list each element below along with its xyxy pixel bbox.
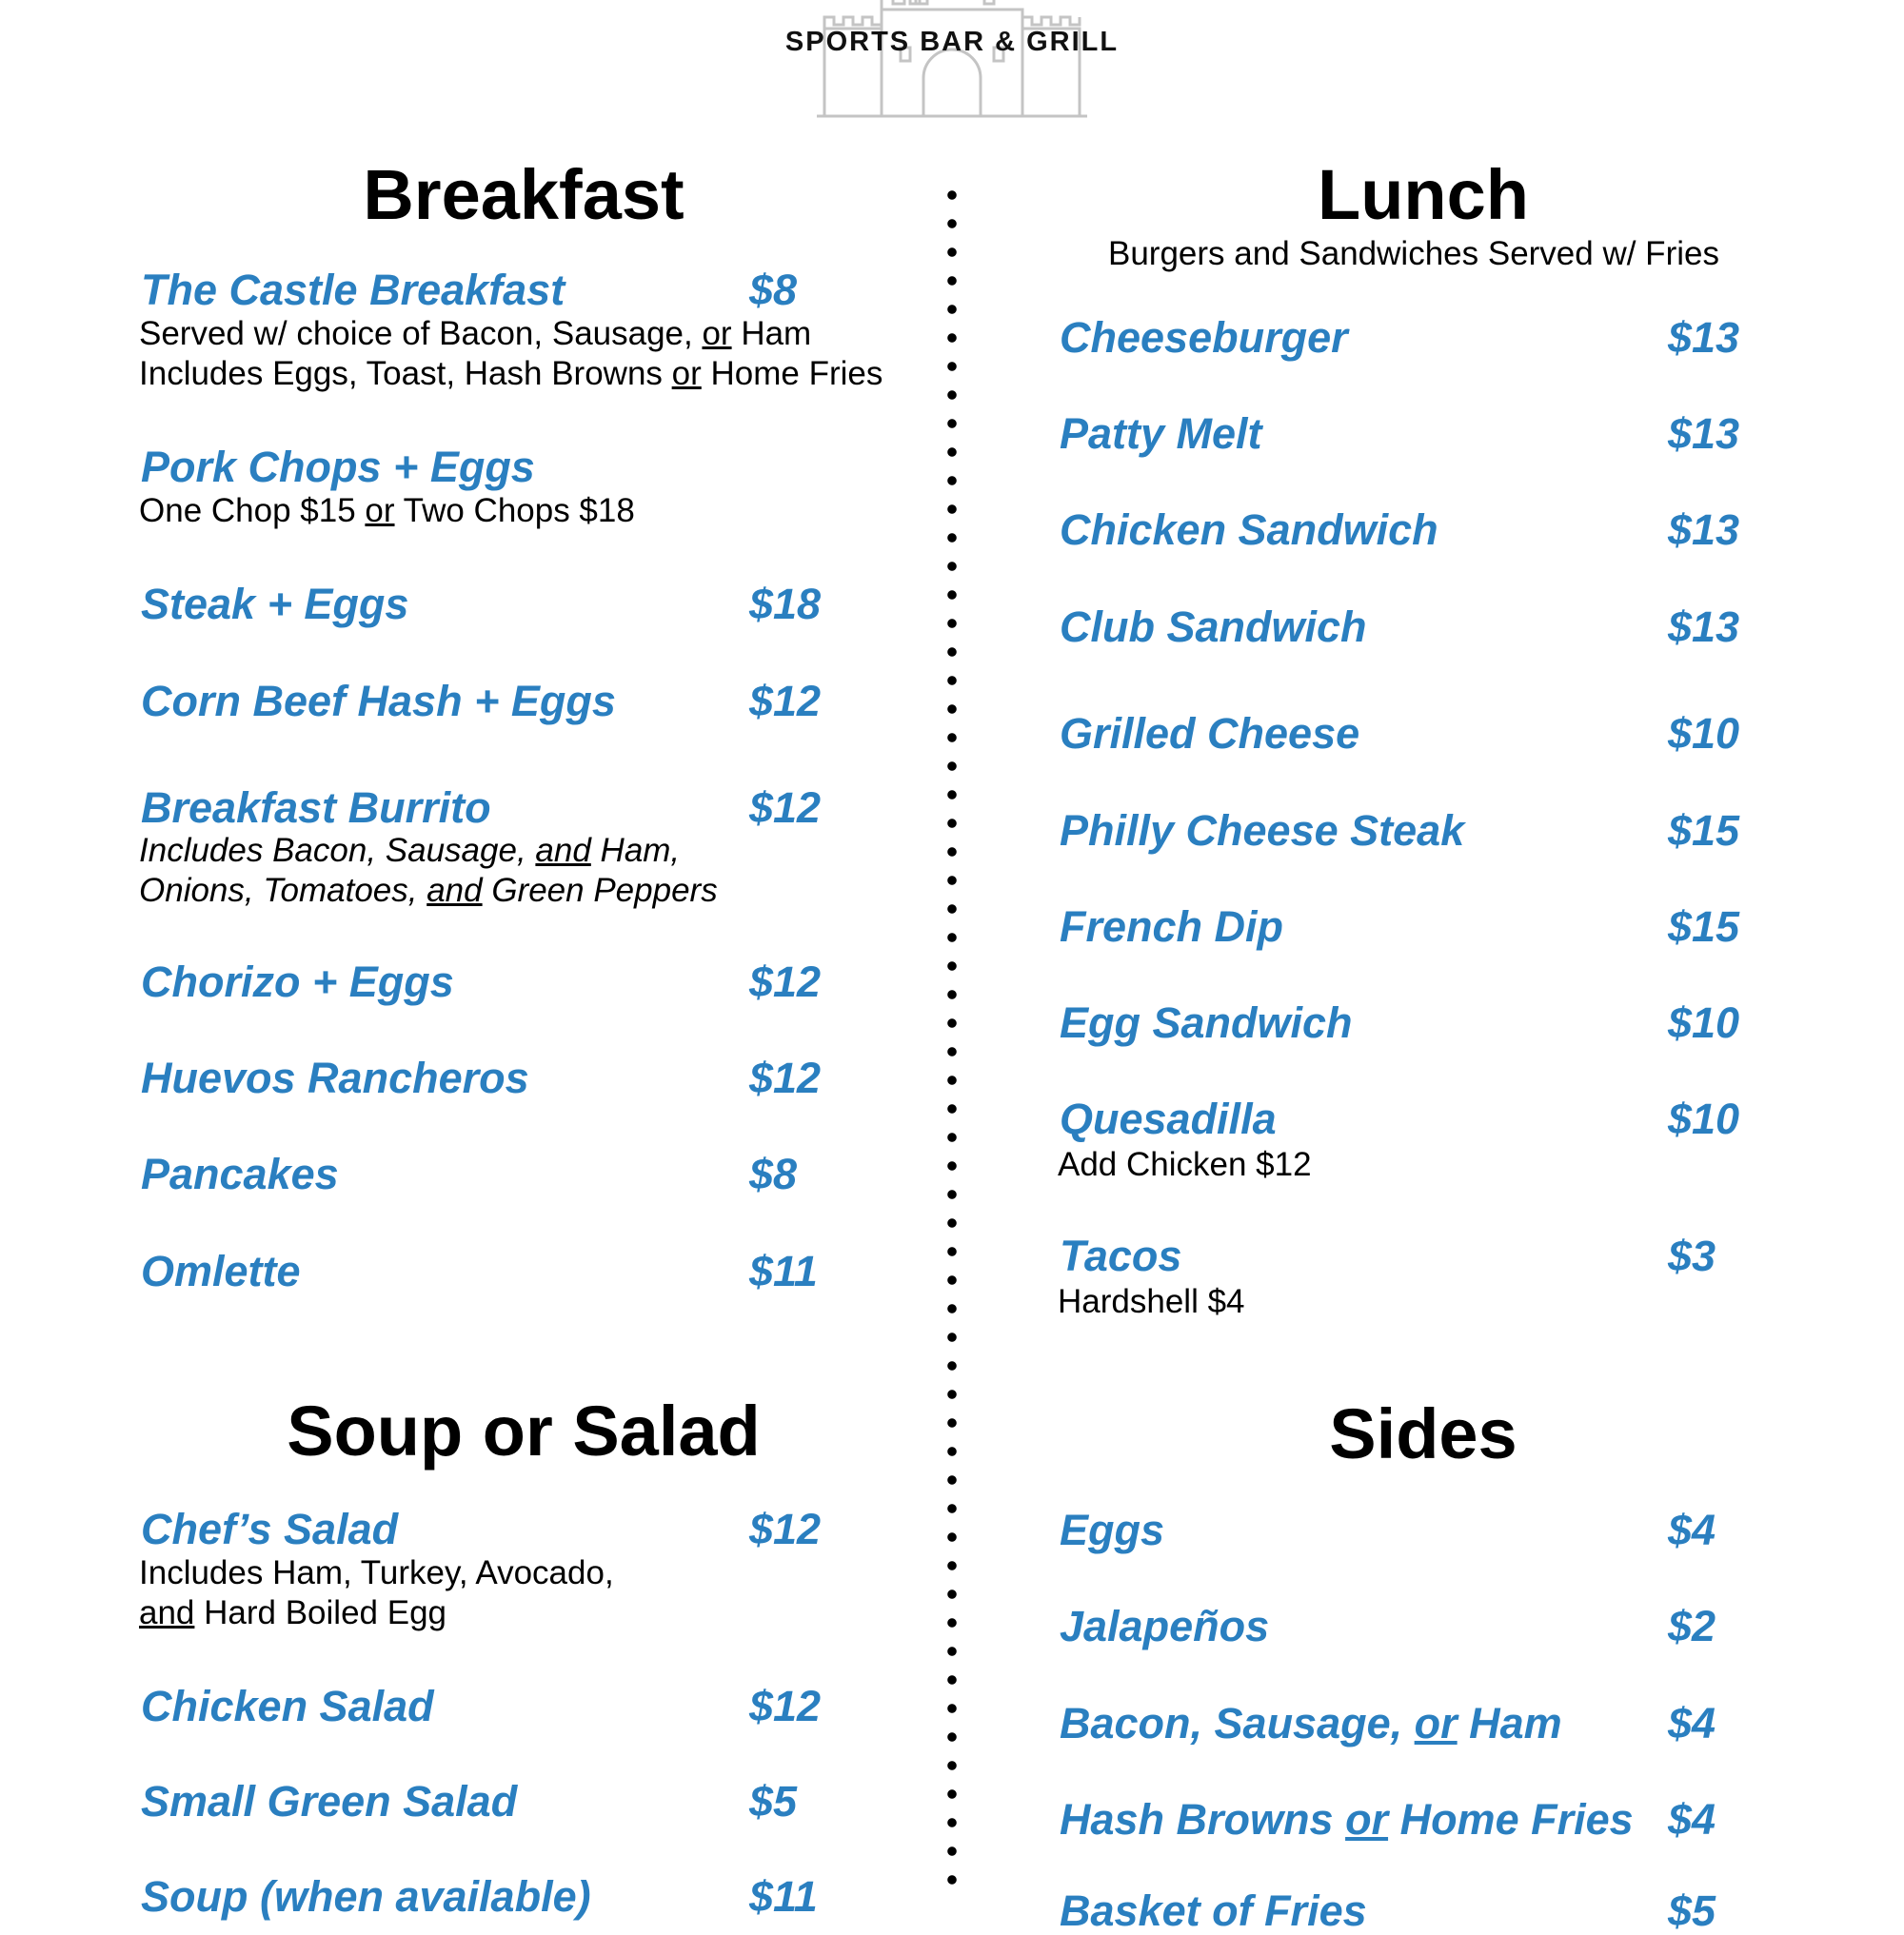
column-divider bbox=[946, 181, 958, 1904]
menu-item-price: $8 bbox=[749, 266, 798, 314]
menu-item-name: Corn Beef Hash + Eggs bbox=[141, 677, 616, 725]
menu-item-name: Cheeseburger bbox=[1060, 313, 1348, 362]
castle-icon bbox=[817, 0, 1087, 122]
menu-item-name: Chef’s Salad bbox=[141, 1505, 399, 1553]
menu-item-price: $4 bbox=[1668, 1795, 1716, 1844]
menu-item-name: Breakfast Burrito bbox=[141, 783, 491, 832]
breakfast-title: Breakfast bbox=[363, 155, 684, 234]
menu-item-name: Jalapeños bbox=[1060, 1602, 1270, 1650]
menu-item-name: Quesadilla bbox=[1060, 1095, 1277, 1143]
menu-item-price: $12 bbox=[749, 1682, 822, 1730]
menu-item-name: Chicken Sandwich bbox=[1060, 505, 1438, 554]
menu-item-price: $5 bbox=[749, 1777, 798, 1826]
menu-item-price: $13 bbox=[1668, 505, 1740, 554]
soup-salad-title: Soup or Salad bbox=[287, 1392, 761, 1471]
lunch-subtitle: Burgers and Sandwiches Served w/ Fries bbox=[1108, 235, 1719, 272]
menu-item-price: $13 bbox=[1668, 409, 1740, 458]
menu-item-name: Hash Browns or Home Fries bbox=[1060, 1795, 1634, 1844]
menu-item-price: $10 bbox=[1668, 998, 1740, 1047]
menu-item-price: $12 bbox=[749, 1505, 822, 1553]
menu-item-name: Philly Cheese Steak bbox=[1060, 806, 1465, 855]
brand-subtitle: SPORTS BAR & GRILL bbox=[784, 27, 1120, 57]
menu-item-name: Pork Chops + Eggs bbox=[141, 443, 535, 491]
menu-item-price: $12 bbox=[749, 958, 822, 1006]
menu-item-name: Basket of Fries bbox=[1060, 1886, 1367, 1935]
menu-item-name: French Dip bbox=[1060, 902, 1284, 951]
menu-item-name: Club Sandwich bbox=[1060, 602, 1367, 651]
menu-item-name: Eggs bbox=[1060, 1506, 1165, 1554]
menu-item-name: Egg Sandwich bbox=[1060, 998, 1353, 1047]
menu-item-desc: and Hard Boiled Egg bbox=[139, 1594, 447, 1631]
menu-item-name: Huevos Rancheros bbox=[141, 1054, 529, 1102]
menu-item-desc: Onions, Tomatoes, and Green Peppers bbox=[139, 872, 718, 909]
menu-item-name: Chorizo + Eggs bbox=[141, 958, 454, 1006]
menu-item-price: $2 bbox=[1668, 1602, 1716, 1650]
menu-item-name: Soup (when available) bbox=[141, 1872, 591, 1921]
menu-item-price: $12 bbox=[749, 677, 822, 725]
menu-item-price: $15 bbox=[1668, 806, 1740, 855]
menu-item-name: Grilled Cheese bbox=[1060, 709, 1360, 758]
menu-item-name: Omlette bbox=[141, 1247, 301, 1295]
menu-item-price: $11 bbox=[749, 1872, 818, 1921]
menu-item-desc: Served w/ choice of Bacon, Sausage, or Ham bbox=[139, 315, 812, 352]
menu-item-price: $11 bbox=[749, 1247, 818, 1295]
menu-item-name: Chicken Salad bbox=[141, 1682, 434, 1730]
menu-item-desc: Add Chicken $12 bbox=[1058, 1146, 1312, 1183]
menu-item-desc: Includes Bacon, Sausage, and Ham, bbox=[139, 832, 681, 869]
menu-item-name: Patty Melt bbox=[1060, 409, 1262, 458]
menu-item-price: $12 bbox=[749, 1054, 822, 1102]
menu-item-desc: Hardshell $4 bbox=[1058, 1283, 1245, 1320]
menu-item-price: $12 bbox=[749, 783, 822, 832]
menu-item-desc: One Chop $15 or Two Chops $18 bbox=[139, 492, 635, 529]
menu-item-name: Small Green Salad bbox=[141, 1777, 518, 1826]
lunch-title: Lunch bbox=[1318, 155, 1529, 234]
menu-item-price: $10 bbox=[1668, 1095, 1740, 1143]
menu-item-price: $3 bbox=[1668, 1232, 1716, 1280]
menu-item-price: $10 bbox=[1668, 709, 1740, 758]
header bbox=[0, 0, 1904, 133]
menu-item-price: $13 bbox=[1668, 602, 1740, 651]
menu-item-price: $18 bbox=[749, 580, 822, 628]
menu-item-name: Tacos bbox=[1060, 1232, 1182, 1280]
menu-item-desc: Includes Eggs, Toast, Hash Browns or Home Fries bbox=[139, 355, 883, 392]
menu-item-price: $4 bbox=[1668, 1506, 1716, 1554]
sides-title: Sides bbox=[1329, 1394, 1517, 1473]
menu-item-name: Bacon, Sausage, or Ham bbox=[1060, 1699, 1562, 1747]
menu-item-price: $13 bbox=[1668, 313, 1740, 362]
menu-item-price: $8 bbox=[749, 1150, 798, 1198]
menu-item-name: The Castle Breakfast bbox=[141, 266, 565, 314]
menu-item-price: $15 bbox=[1668, 902, 1740, 951]
menu-item-name: Steak + Eggs bbox=[141, 580, 409, 628]
menu-item-desc: Includes Ham, Turkey, Avocado, bbox=[139, 1554, 614, 1591]
menu-item-price: $4 bbox=[1668, 1699, 1716, 1747]
menu-item-name: Pancakes bbox=[141, 1150, 339, 1198]
menu-item-price: $5 bbox=[1668, 1886, 1716, 1935]
